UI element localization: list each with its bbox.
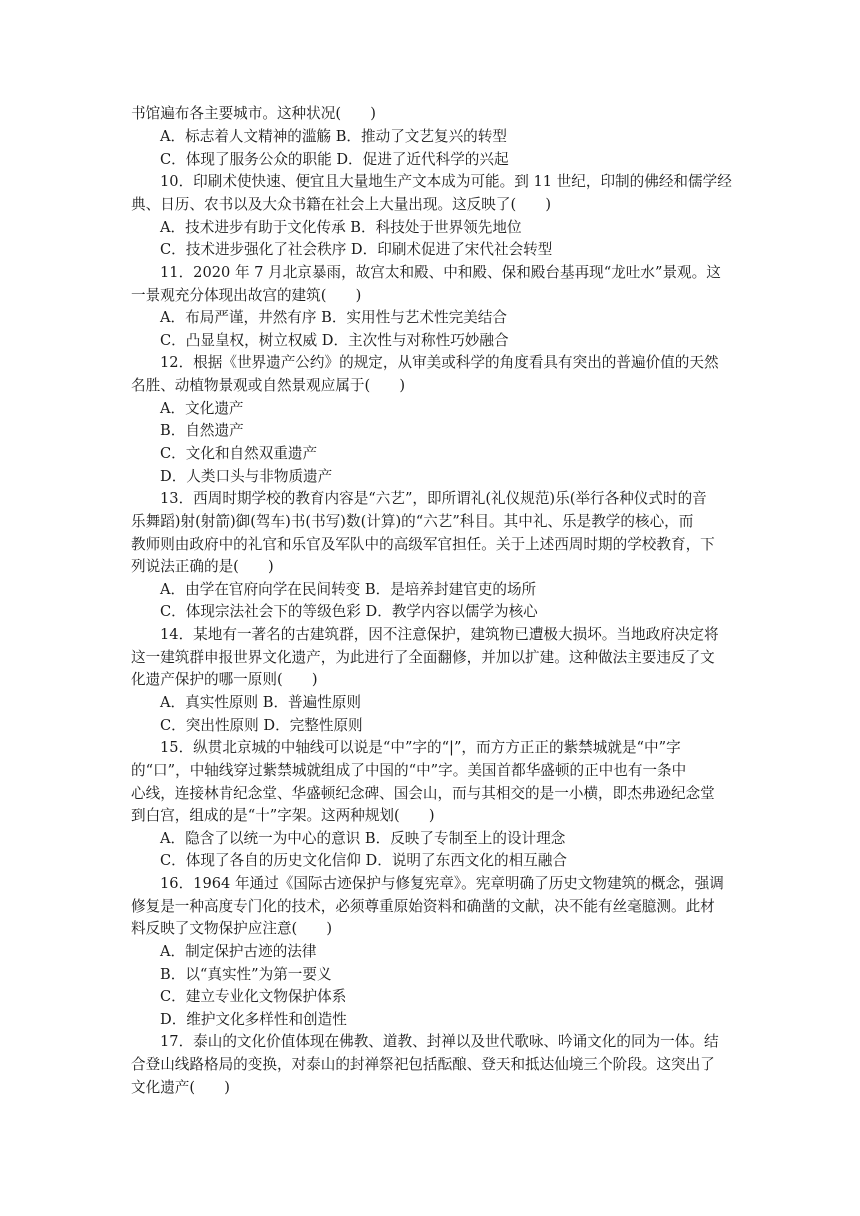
question-13: 13．西周时期学校的教育内容是“六艺”，即所谓礼(礼仪规范)乐(举行各种仪式时的音 — [160, 490, 707, 507]
text-line: 名胜、动植物景观或自然景观应属于( ) — [131, 377, 406, 394]
text-line: 教师则由政府中的礼官和乐官及军队中的高级军官担任。关于上述西周时期的学校教育，下 — [131, 536, 715, 553]
option-line: A．布局严谨，井然有序 B．实用性与艺术性完美结合 — [160, 309, 507, 326]
option-line: A．文化遗产 — [160, 400, 244, 417]
option-line: C．突出性原则 D．完整性原则 — [160, 717, 363, 734]
option-line: A．真实性原则 B．普遍性原则 — [160, 694, 362, 711]
option-line: D．维护文化多样性和创造性 — [160, 1011, 347, 1028]
text-line: 的“口”，中轴线穿过紫禁城就组成了中国的“中”字。美国首都华盛顿的正中也有一条中 — [131, 762, 687, 779]
text-line: 化遗产保护的哪一原则( ) — [131, 671, 318, 688]
text-line: 典、日历、农书以及大众书籍在社会上大量出现。这反映了( ) — [131, 196, 552, 213]
option-line: C．文化和自然双重遗产 — [160, 445, 318, 462]
option-line: C．技术进步强化了社会秩序 D．印刷术促进了宋代社会转型 — [160, 241, 553, 258]
text-line: 书馆遍布各主要城市。这种状况( ) — [131, 105, 376, 122]
text-line: 这一建筑群申报世界文化遗产，为此进行了全面翻修，并加以扩建。这种做法主要违反了文 — [131, 649, 715, 666]
option-line: C．体现了各自的历史文化信仰 D．说明了东西文化的相互融合 — [160, 852, 567, 869]
text-line: 心线，连接林肯纪念堂、华盛顿纪念碑、国会山，而与其相交的是一小横，即杰弗逊纪念堂 — [131, 785, 715, 802]
option-line: A．隐含了以统一为中心的意识 B．反映了专制至上的设计理念 — [160, 830, 566, 847]
text-line: 列说法正确的是( ) — [131, 558, 274, 575]
text-line: 乐舞蹈)射(射箭)御(驾车)书(书写)数(计算)的“六艺”科目。其中礼、乐是教学的核心，而 — [131, 513, 694, 530]
question-15: 15．纵贯北京城的中轴线可以说是“中”字的“|”，而方方正正的紫禁城就是“中”字 — [160, 739, 681, 756]
option-line: C．体现宗法社会下的等级色彩 D．教学内容以儒学为核心 — [160, 603, 538, 620]
option-line: C．建立专业化文物保护体系 — [160, 988, 347, 1005]
question-10: 10．印刷术使快速、便宜且大量地生产文本成为可能。到 11 世纪，印制的佛经和儒学经 — [160, 173, 732, 190]
option-line: B．自然遗产 — [160, 422, 244, 439]
text-line: 料反映了文物保护应注意( ) — [131, 920, 333, 937]
option-line: C．体现了服务公众的职能 D．促进了近代科学的兴起 — [160, 151, 509, 168]
text-line: 修复是一种高度专门化的技术，必须尊重原始资料和确凿的文献，决不能有丝毫臆测。此材 — [131, 898, 715, 915]
question-11: 11．2020 年 7 月北京暴雨，故宫太和殿、中和殿、保和殿台基再现“龙吐水”景观。这 — [160, 264, 721, 281]
option-line: A．由学在官府向学在民间转变 B．是培养封建官吏的场所 — [160, 581, 537, 598]
option-line: C．凸显皇权，树立权威 D．主次性与对称性巧妙融合 — [160, 332, 509, 349]
question-14: 14．某地有一著名的古建筑群，因不注意保护，建筑物已遭极大损坏。当地政府决定将 — [160, 626, 719, 643]
text-line: 到白宫，组成的是“十”字架。这两种规划( ) — [131, 807, 435, 824]
question-16: 16．1964 年通过《国际古迹保护与修复宪章》。宪章明确了历史文物建筑的概念，强调 — [160, 875, 724, 892]
question-12: 12．根据《世界遗产公约》的规定，从审美或科学的角度看具有突出的普遍价值的天然 — [160, 354, 719, 371]
text-line: 合登山线路格局的变换，对泰山的封禅祭祀包括酝酿、登天和抵达仙境三个阶段。这突出了 — [131, 1056, 715, 1073]
option-line: A．技术进步有助于文化传承 B．科技处于世界领先地位 — [160, 219, 522, 236]
option-line: B．以“真实性”为第一要义 — [160, 966, 332, 983]
question-17: 17．泰山的文化价值体现在佛教、道教、封禅以及世代歌咏、吟诵文化的同为一体。结 — [160, 1033, 719, 1050]
option-line: D．人类口头与非物质遗产 — [160, 468, 333, 485]
text-line: 文化遗产( ) — [131, 1079, 230, 1096]
text-line: 一景观充分体现出故宫的建筑( ) — [131, 287, 362, 304]
option-line: A．制定保护古迹的法律 — [160, 943, 317, 960]
option-line: A．标志着人文精神的滥觞 B．推动了文艺复兴的转型 — [160, 128, 507, 145]
